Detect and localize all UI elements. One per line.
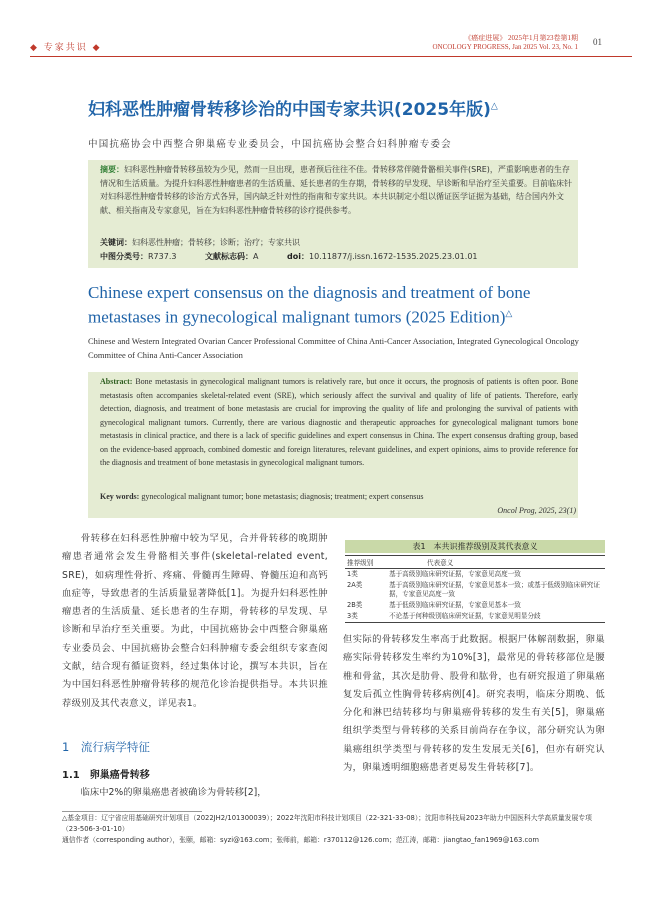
page-number: 01 — [593, 37, 602, 47]
table-title: 表1 本共识推荐级别及其代表意义 — [345, 540, 605, 553]
table-cell-level: 1类 — [347, 570, 358, 578]
table-row — [345, 600, 605, 611]
table-cell-level: 3类 — [345, 611, 387, 623]
authors-en: Chinese and Western Integrated Ovarian Cancer Professional Committee of China Anti-Cancer Association, Integrated Gynecological Oncology Committee of China Anti-Cancer Association — [88, 336, 579, 360]
header-divider — [30, 56, 632, 57]
body-paragraph-intro: 骨转移在妇科恶性肿瘤中较为罕见，合并骨转移的晚期肿瘤患者通常会发生骨骼相关事件(skeletal-related event, SRE)，如病理性骨折、疼痛、骨髓再生障碍、脊髓压迫和高钙血症等，导致患者的生活质量显著降低[1]。为提升妇科恶性肿瘤患者的生活质量、延长患者的生存期，骨转移的早发现、早诊断和早治疗至关重要。为此，中国抗癌协会中西整合卵巢癌专业委员会、中国抗癌协会整合妇科肿瘤专委会组织专家查阅文献，结合现有循证资料，经过集体讨论，撰写本共识，旨在为中国妇科恶性肿瘤骨转移的规范化诊治提供指导。本共识推荐级别及其代表意义，详见表1。 — [62, 533, 328, 709]
table-header-meaning: 代表意义 — [387, 556, 605, 569]
body-paragraph-right: 但实际的骨转移发生率高于此数据。根据尸体解剖数据，卵巢癌实际骨转移发生率约为10%[3]，最常见的骨转移部位是腰椎和骨盆，其次是肋骨、股骨和肱骨，也有研究报道了卵巢癌复发后孤立性胸骨转移病例[4]。研究表明，临床分期晚、低分化和淋巴结转移均与卵巢癌骨转移的发生有关[5]，卵巢癌组织学类型与骨转移的关系目前尚存在争议，部分研究认为卵巢癌组织学类型与骨转移的发生发展无关[6]，但亦有研究认为，卵巢透明细胞癌患者更易发生骨转移[7]。 — [343, 634, 605, 774]
footnote-fund: △基金项目：辽宁省应用基础研究计划项目（2022JH2/101300039）；2022年沈阳市科技计划项目（22-321-33-08）；沈阳市科技局2023年助力中国医科大学高质量发展专项（23-506-3-01-10） — [62, 814, 592, 833]
recommendation-table — [345, 555, 605, 623]
column-label: ◆ 专家共识 ◆ — [30, 43, 102, 53]
journal-info — [378, 34, 578, 52]
table-cell-level: 2B类 — [347, 601, 363, 609]
table-header-row — [345, 556, 605, 569]
table-cell-level: 2A类 — [347, 581, 363, 589]
title-en: Chinese expert consensus on the diagnosis and treatment of bone metastases in gynecological malignant tumors (2025 Edition)△ — [88, 283, 531, 327]
footnote-divider — [62, 811, 202, 812]
authors-cn: 中国抗癌协会中西整合卵巢癌专业委员会，中国抗癌协会整合妇科肿瘤专委会 — [88, 139, 452, 150]
table-cell-meaning: 基于高级别临床研究证据，专家意见高度一致 — [389, 570, 521, 578]
table-row — [345, 580, 605, 600]
table-cell-meaning: 基于高级别临床研究证据，专家意见基本一致；或基于低级别临床研究证据，专家意见高度一致 — [389, 581, 600, 598]
citation: Oncol Prog, 2025, 23(1) — [497, 506, 576, 515]
table-cell-meaning: 不论基于何种级别临床研究证据，专家意见明显分歧 — [387, 611, 605, 623]
journal-en: ONCOLOGY PROGRESS, Jan 2025 Vol. 23, No. 1 — [432, 43, 578, 51]
table-row — [345, 569, 605, 581]
body-paragraph-ovarian: 临床中2%的卵巢癌患者被确诊为骨转移[2]， — [80, 787, 267, 798]
journal-cn: 《癌症进展》 2025年1月第23卷第1期 — [464, 34, 578, 42]
keywords-cn: 关键词：妇科恶性肿瘤；骨转移；诊断；治疗；专家共识 — [100, 238, 300, 247]
table-cell-meaning: 基于低级别临床研究证据，专家意见基本一致 — [389, 601, 521, 609]
section-heading: 1 流行病学特征 — [62, 740, 150, 754]
table-row — [345, 611, 605, 623]
title-cn: 妇科恶性肿瘤骨转移诊治的中国专家共识(2025年版)△ — [88, 100, 498, 120]
keywords-en: Key words: gynecological malignant tumor; bone metastasis; diagnosis; treatment; expert consensus — [100, 492, 424, 501]
footnote — [62, 813, 607, 846]
abstract-en: Abstract: Bone metastasis in gynecological malignant tumors is relatively rare, but once it occurs, the prognosis of patients is often poor. Bone metastasis often accompanies skeletal-related event (SRE), which seriously affect the survival and quality of life of patients. Therefore, early detection, diagnosis, and treatment of bone metastasis are crucial for improving the quality of life and prolonging the survival of patients with gynecological malignant tumors. Currently, there are various diagnostic and therapeutic approaches for gynecological malignant tumors bone metastasis in clinical practice, and there is a lack of specific guidelines and expert consensus in China. The expert consensus drafting group, based on the evidence-based approach, combined domestic and foreign literatures, relevant guidelines, and expert opinions, aims to provide reference for the diagnosis and treatment of bone metastasis in gynecological malignant tumors. — [100, 377, 579, 467]
footnote-contact: 通信作者（corresponding author），张颐，邮箱：syzi@163.com；张师前，邮箱：r370112@126.com；范江涛，邮箱：jiangtao_fan1969@163.com — [62, 836, 540, 844]
subsection-heading: 1.1 卵巢癌骨转移 — [62, 770, 150, 781]
classification-line: 中图分类号：R737.3 文献标志码：A doi：10.11877/j.issn.1672-1535.2025.23.01.01 — [100, 252, 478, 261]
abstract-cn: 摘要：妇科恶性肿瘤骨转移虽较为少见，然而一旦出现，患者预后往往不佳。骨转移常伴随骨骼相关事件(SRE)，严重影响患者的生存情况和生活质量。为提升妇科恶性肿瘤患者的生活质量、延长患者的生存期，骨转移的早发现、早诊断和早治疗至关重要。目前临床针对妇科恶性肿瘤骨转移的诊治方式各异，国内缺乏针对性的指南和专家共识。本共识制定小组以循证医学证据为基础，结合国内外文献、相关指南及专家意见，旨在为妇科恶性肿瘤骨转移的诊疗提供参考。 — [100, 165, 572, 215]
table-header-level: 推荐级别 — [345, 556, 387, 569]
